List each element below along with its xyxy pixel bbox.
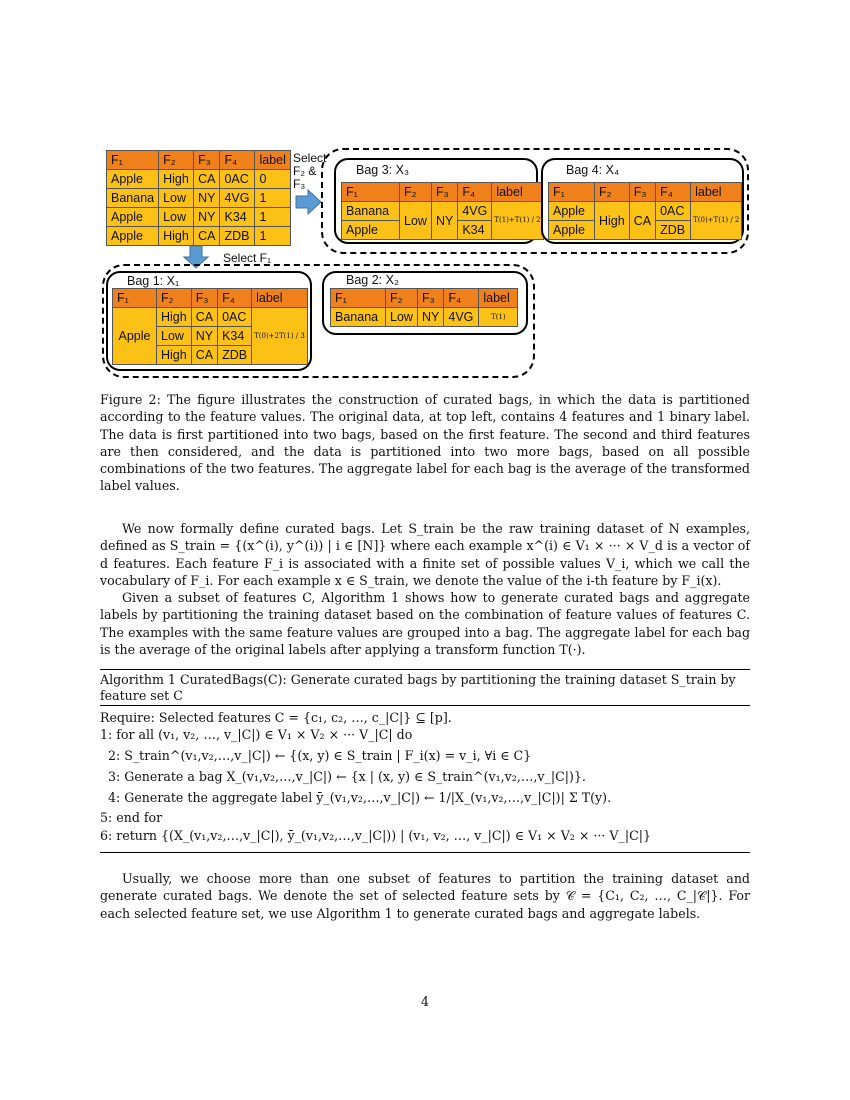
header-cell: F₂ (386, 289, 418, 308)
table-cell: 4VG (444, 308, 479, 327)
table-cell: CA (194, 170, 220, 189)
table-cell: NY (191, 327, 217, 346)
select-f2-f3-label: Select F₂ & F₃ (293, 151, 327, 191)
table-cell: ZDB (656, 221, 691, 240)
table-header-row (113, 289, 308, 308)
aggregate-label-cell: T(0)+2T(1) / 3 (252, 308, 308, 365)
page-number: 4 (420, 994, 429, 1009)
table-cell: Apple (113, 308, 157, 365)
bag-3-table (341, 182, 544, 240)
paragraph-algorithm-intro: Given a subset of features C, Algorithm 1 shows how to generate curated bags and aggregate labels by partitioning the training dataset based on the combination of feature values of features C. The examples with the same feature values are grouped into a bag. The aggregate label for each bag is the average of the original labels after applying a transform function T(·). (100, 590, 750, 657)
table-cell: CA (191, 308, 217, 327)
table-row (342, 202, 544, 221)
aggregate-label-cell: T(1)+T(1) / 2 (492, 202, 543, 240)
header-cell: F₃ (629, 183, 655, 202)
aggregate-label-cell: T(1) (479, 308, 518, 327)
select-f1-label: Select F₁ (223, 251, 272, 265)
header-cell: F₂ (400, 183, 432, 202)
bag-1-table (112, 288, 308, 365)
table-cell: Apple (107, 208, 159, 227)
header-cell: F₄ (656, 183, 691, 202)
algorithm-line-3: 3: Generate a bag X_(v₁,v₂,…,v_|C|) ← {x | (x, y) ∈ S_train^(v₁,v₂,…,v_|C|)}. (108, 769, 586, 784)
table-cell: Apple (549, 202, 595, 221)
header-cell: label (479, 289, 518, 308)
paragraph-curated-bags-definition: We now formally define curated bags. Let S_train be the raw training dataset of N examples, defined as S_train = {(x^(i), y^(i)) | i ∈ [N]} where each example x^(i) ∈ V₁ × ··· × V_d is a vector of d features. Each feature F_i is associated with a finite set of possible values V_i, which we call the vocabulary of F_i. For each example x ∈ S_train, we denote the value of the i-th feature by F_i(x). (100, 521, 750, 588)
header-cell: F₂ (157, 289, 192, 308)
table-cell: Apple (107, 170, 159, 189)
table-cell: CA (629, 202, 655, 240)
table-cell: 1 (255, 227, 290, 246)
algorithm-line-2: 2: S_train^(v₁,v₂,…,v_|C|) ← {(x, y) ∈ S_train | F_i(x) = v_i, ∀i ∈ C} (108, 748, 532, 763)
bag-4-title: Bag 4: X₄ (566, 163, 620, 177)
table-cell: Low (157, 327, 192, 346)
table-cell: 4VG (220, 189, 255, 208)
table-cell: ZDB (220, 227, 255, 246)
table-row (331, 308, 518, 327)
algorithm-line-1: 1: for all (v₁, v₂, …, v_|C|) ∈ V₁ × V₂ × ··· V_|C| do (100, 727, 413, 742)
algorithm-line-6: 6: return {(X_(v₁,v₂,…,v_|C|), ȳ_(v₁,v₂,…,v_|C|)) | (v₁, v₂, …, v_|C|) ∈ V₁ × V₂ × ··· V_|C|} (100, 828, 651, 843)
header-cell: F₃ (191, 289, 217, 308)
algorithm-line-5: 5: end for (100, 810, 163, 825)
table-cell: K34 (458, 221, 492, 240)
arrow-right-icon (296, 190, 321, 214)
algorithm-header: Algorithm 1 CuratedBags(C): Generate curated bags by partitioning the training dataset S_train by feature set C (100, 672, 736, 703)
table-cell: NY (194, 208, 220, 227)
algorithm-top-rule (100, 669, 750, 670)
table-cell: 4VG (458, 202, 492, 221)
table-cell: High (157, 308, 192, 327)
table-cell: High (159, 170, 194, 189)
header-cell: F₁ (113, 289, 157, 308)
header-cell: F₂ (595, 183, 630, 202)
header-cell: label (691, 183, 742, 202)
bag-2-table (330, 288, 518, 327)
table-row (113, 308, 308, 327)
table-row (549, 202, 742, 221)
table-cell: NY (194, 189, 220, 208)
header-cell: F₃ (194, 151, 220, 170)
table-cell: Low (159, 189, 194, 208)
bag-3-title: Bag 3: X₃ (356, 163, 410, 177)
header-cell: F₁ (107, 151, 159, 170)
header-cell: F₁ (549, 183, 595, 202)
table-cell: 0 (255, 170, 290, 189)
algorithm-mid-rule (100, 705, 750, 706)
algorithm-line-4: 4: Generate the aggregate label ȳ_(v₁,v₂,…,v_|C|) ← 1/|X_(v₁,v₂,…,v_|C|)| Σ T(y). (108, 790, 612, 805)
bag-4-table (548, 182, 742, 240)
header-cell: F₄ (220, 151, 255, 170)
header-cell: F₁ (331, 289, 386, 308)
table-cell: NY (431, 202, 457, 240)
algorithm-bottom-rule (100, 852, 750, 853)
figure-caption: Figure 2: The figure illustrates the construction of curated bags, in which the data is partitioned according to the feature values. The original data, at top left, contains 4 features and 1 binary label. The data is first partitioned into two bags, based on the first feature. The second and third features are then considered, and the data is partitioned into two more bags, based on all possible combinations of the two features. The aggregate label for each bag is the average of the transformed label values. (100, 392, 750, 494)
table-cell: 0AC (218, 308, 252, 327)
table-cell: K34 (218, 327, 252, 346)
table-header-row (342, 183, 544, 202)
table-cell: Low (159, 208, 194, 227)
header-cell: label (255, 151, 290, 170)
header-cell: F₂ (159, 151, 194, 170)
paragraph-multiple-feature-sets: Usually, we choose more than one subset of features to partition the training dataset and generate curated bags. We denote the set of selected feature sets by 𝒞 = {C₁, C₂, …, C_|𝒞|}. For each selected feature set, we use Algorithm 1 to generate curated bags and aggregate labels. (100, 871, 750, 921)
table-cell: 1 (255, 208, 290, 227)
table-cell: Apple (342, 221, 400, 240)
table-cell: Banana (342, 202, 400, 221)
header-cell: label (252, 289, 308, 308)
header-cell: label (492, 183, 543, 202)
table-cell: Banana (331, 308, 386, 327)
table-cell: CA (191, 346, 217, 365)
table-cell: High (157, 346, 192, 365)
table-cell: Low (386, 308, 418, 327)
table-cell: Apple (107, 227, 159, 246)
table-cell: Low (400, 202, 432, 240)
table-cell: Apple (549, 221, 595, 240)
table-cell: K34 (220, 208, 255, 227)
header-cell: F₃ (431, 183, 457, 202)
table-cell: 0AC (220, 170, 255, 189)
table-cell: High (595, 202, 630, 240)
header-cell: F₄ (444, 289, 479, 308)
header-cell: F₁ (342, 183, 400, 202)
table-cell: CA (194, 227, 220, 246)
figure-curated-bags (0, 0, 850, 400)
table-cell: Banana (107, 189, 159, 208)
algorithm-require: Require: Selected features C = {c₁, c₂, …, c_|C|} ⊆ [p]. (100, 710, 452, 725)
table-header-row (549, 183, 742, 202)
bag-2-title: Bag 2: X₂ (346, 273, 399, 287)
table-cell: High (159, 227, 194, 246)
header-cell: F₄ (218, 289, 252, 308)
table-cell: NY (418, 308, 444, 327)
aggregate-label-cell: T(0)+T(1) / 2 (691, 202, 742, 240)
table-header-row (331, 289, 518, 308)
header-cell: F₃ (418, 289, 444, 308)
header-cell: F₄ (458, 183, 492, 202)
table-cell: 0AC (656, 202, 691, 221)
table-cell: 1 (255, 189, 290, 208)
bag-1-title: Bag 1: X₁ (127, 274, 180, 288)
table-cell: ZDB (218, 346, 252, 365)
